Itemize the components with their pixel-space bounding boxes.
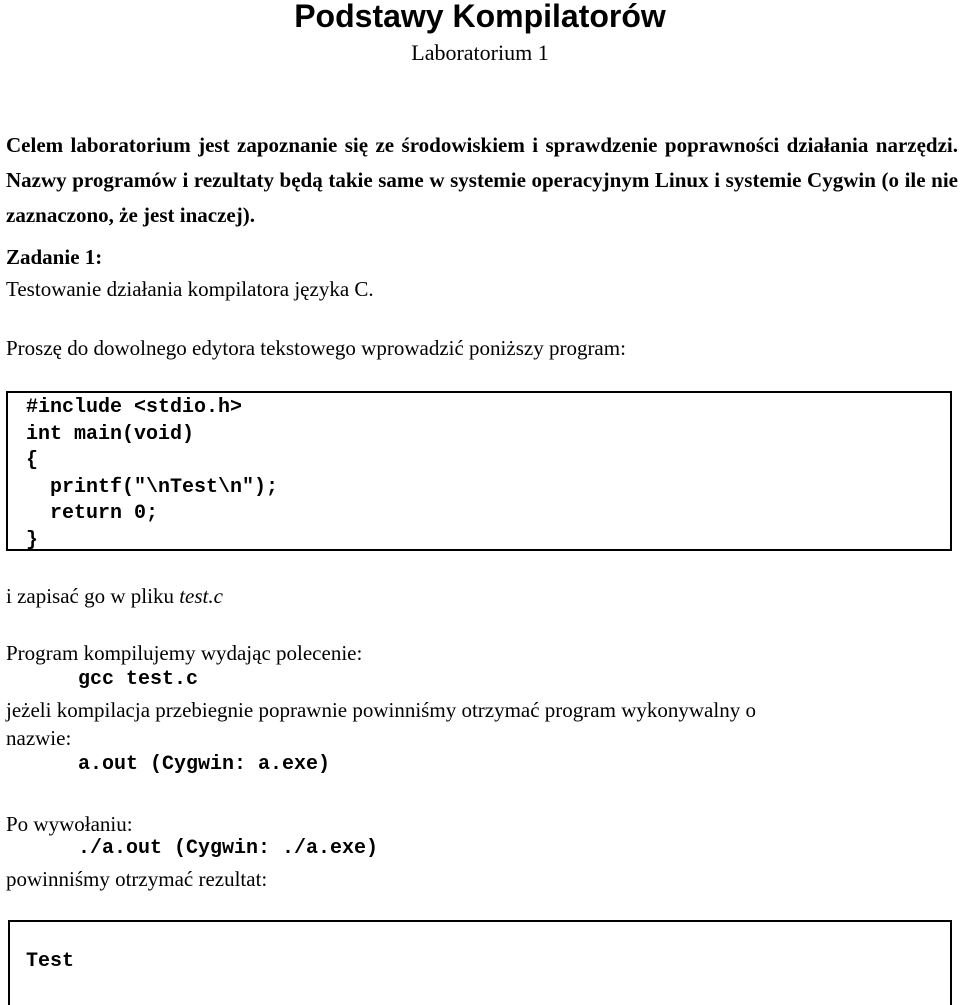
- run-intro: Po wywołaniu:: [6, 812, 133, 836]
- document-title: Podstawy Kompilatorów: [294, 0, 666, 34]
- code-listing: #include <stdio.h> int main(void) { printf("\nTest\n"); return 0; }: [26, 396, 279, 552]
- code-listing-box: [6, 391, 952, 551]
- save-text: i zapisać go w pliku: [6, 584, 180, 608]
- save-instruction: [6, 584, 223, 609]
- compile-command: gcc test.c: [78, 668, 199, 691]
- save-filename: test.c: [179, 584, 223, 608]
- expected-output: Test: [26, 950, 75, 973]
- run-command: ./a.out (Cygwin: ./a.exe): [78, 837, 379, 860]
- intro-paragraph: Celem laboratorium jest zapoznanie się ze środowiskiem i sprawdzenie poprawności działania narzędzi. Nazwy programów i rezultaty będą takie same w systemie operacyjnym Linux i systemie Cygwin (o ile nie zaznaczono, że jest inaczej).: [6, 133, 958, 227]
- compile-result-line-1: jeżeli kompilacja przebiegnie poprawnie powinniśmy otrzymać program wykonywalny o: [6, 698, 756, 722]
- task-heading: Zadanie 1:: [6, 245, 103, 269]
- expected-intro: powinniśmy otrzymać rezultat:: [6, 867, 268, 891]
- instruction-text: Proszę do dowolnego edytora tekstowego wprowadzić poniższy program:: [6, 336, 626, 360]
- compile-intro: Program kompilujemy wydając polecenie:: [6, 641, 363, 665]
- expected-output-box: [8, 920, 952, 1005]
- compile-result-line-2: nazwie:: [6, 726, 72, 750]
- document-subtitle: Laboratorium 1: [411, 40, 549, 65]
- task-description: Testowanie działania kompilatora języka C.: [6, 277, 374, 301]
- executable-name: a.out (Cygwin: a.exe): [78, 753, 331, 776]
